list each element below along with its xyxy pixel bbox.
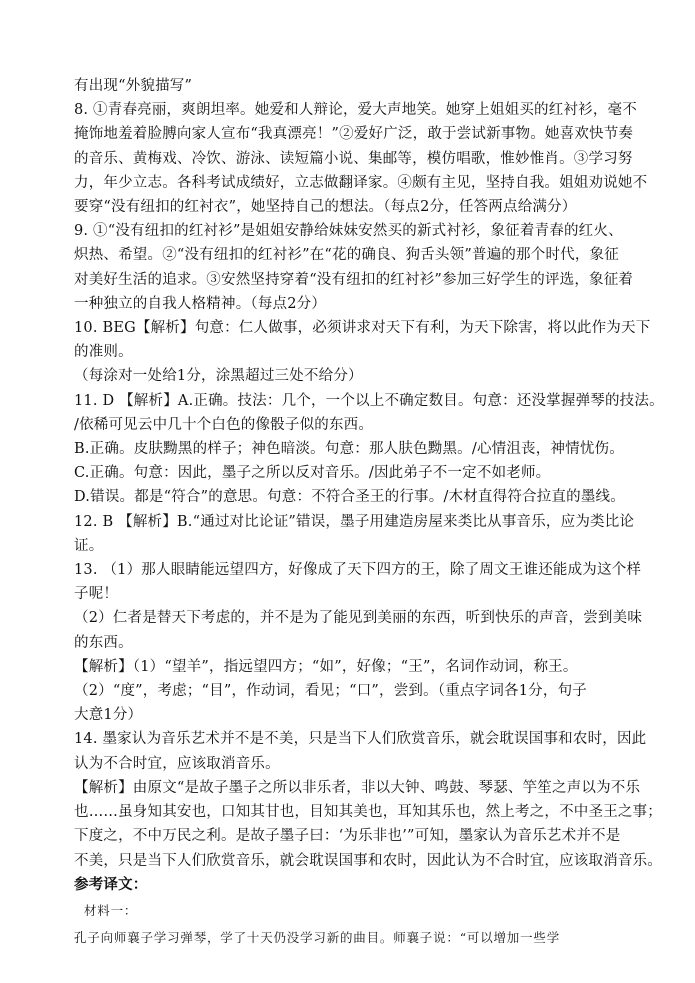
text-line: （每涂对一处给1分，涂黑超过三处不给分） — [74, 368, 363, 385]
text-line: 【解析】（1）“望羊”，指远望四方；“如”，好像；“王”，名词作动词，称王。 — [74, 658, 578, 675]
text-line: 也……虽身知其安也，口知其甘也，目知其美也，耳知其乐也，然上考之，不中圣王之事； — [74, 804, 662, 821]
text-line: 不美，只是当下人们欣赏音乐，就会耽误国事和农时，因此认为不合时宜，应该取消音乐。 — [74, 852, 662, 869]
text-line: 子呢！ — [74, 586, 119, 603]
reference-translation-heading: 参考译文： — [74, 875, 148, 893]
text-line: 的东西。 — [74, 634, 133, 651]
translation-line: 孔子向师襄子学习弹琴，学了十天仍没学习新的曲目。师襄子说：“可以增加一些学 — [74, 929, 560, 945]
answer-13-line: 13. （1）那人眼睛能远望四方，好像成了天下四方的王，除了周文王谁还能成为这个样 — [74, 562, 642, 579]
answer-10-line: 10. BEG【解析】句意：仁人做事，必须讲求对天下有利，为天下除害，将以此作为天下 — [74, 320, 651, 337]
text-line: 要穿“没有纽扣的红衬衣”，她坚持自己的想法。（每点2分，任答两点给满分） — [74, 199, 577, 216]
text-line: C.正确。句意：因此，墨子之所以反对音乐。/因此弟子不一定不如老师。 — [74, 465, 551, 482]
text-line: 对美好生活的追求。③安然坚持穿着“没有纽扣的红衬衫”参加三好学生的评选，象征着 — [74, 271, 634, 288]
material-one-heading: 材料一： — [84, 902, 138, 918]
text-line: 的音乐、黄梅戏、冷饮、游泳、读短篇小说、集邮等，模仿唱歌，惟妙惟肖。③学习努 — [74, 150, 633, 167]
text-line: （2）“度”，考虑；“目”，作动词，看见；“口”，尝到。（重点字词各1分，句子 — [74, 683, 587, 700]
text-line: 认为不合时宜，应该取消音乐。 — [74, 755, 280, 772]
text-line: 炽热、希望。②“没有纽扣的红衬衫”在“花的确良、狗舌头领”普遍的那个时代，象征 — [74, 247, 619, 264]
text-line: （2）仁者是替天下考虑的，并不是为了能见到美丽的东西，听到快乐的声音，尝到美味 — [74, 610, 643, 627]
answer-8-line: 8. ①青春亮丽，爽朗坦率。她爱和人辩论，爱大声地笑。她穿上姐姐买的红衬衫，毫不 — [74, 102, 637, 119]
answer-key-page — [74, 74, 664, 951]
text-line: 掩饰地羞着脸膊向家人宣布“我真漂亮！”②爱好广泛，敢于尝试新事物。她喜欢快节奏 — [74, 126, 634, 143]
text-line: 力，年少立志。各科考试成绩好，立志做翻译家。④颇有主见，坚持自我。姐姐劝说她不 — [74, 174, 648, 191]
text-line: 【解析】由原文“是故子墨子之所以非乐者，非以大钟、鸣鼓、琴瑟、竽笙之声以为不乐 — [74, 779, 641, 796]
answer-12-line: 12. B 【解析】B.“通过对比论证”错误，墨子用建造房屋来类比从事音乐，应为类比论 — [74, 513, 635, 530]
text-line: 证。 — [74, 537, 104, 554]
text-line: 一种独立的自我人格精神。（每点2分） — [74, 295, 327, 312]
text-line: D.错误。都是“符合”的意思。句意：不符合圣王的行事。/木材直得符合拉直的墨线。 — [74, 489, 625, 506]
answer-14-line: 14. 墨家认为音乐艺术并不是不美，只是当下人们欣赏音乐，就会耽误国事和农时，因此 — [74, 731, 647, 748]
text-line: 的准则。 — [74, 344, 133, 361]
text-line: 有出现“外貌描写” — [74, 78, 193, 94]
answer-9-line: 9. ①“没有纽扣的红衬衫”是姐姐安静给妹妹安然买的新式衬衫，象征着青春的红火、 — [74, 223, 623, 240]
text-line: B.正确。皮肤黝黑的样子；神色暗淡。句意：那人肤色黝黑。/心情沮丧，神情忧伤。 — [74, 441, 624, 458]
text-line: 大意1分） — [74, 707, 143, 724]
text-line: /依稀可见云中几十个白色的像骰子似的东西。 — [74, 416, 374, 433]
text-line: 下度之，不中万民之利。是故子墨子曰：‘为乐非也’”可知，墨家认为音乐艺术并不是 — [74, 828, 621, 845]
answer-11-line: 11. D 【解析】A.正确。技法：几个，一个以上不确定数目。句意：还没掌握弹琴的技法。 — [74, 392, 664, 409]
